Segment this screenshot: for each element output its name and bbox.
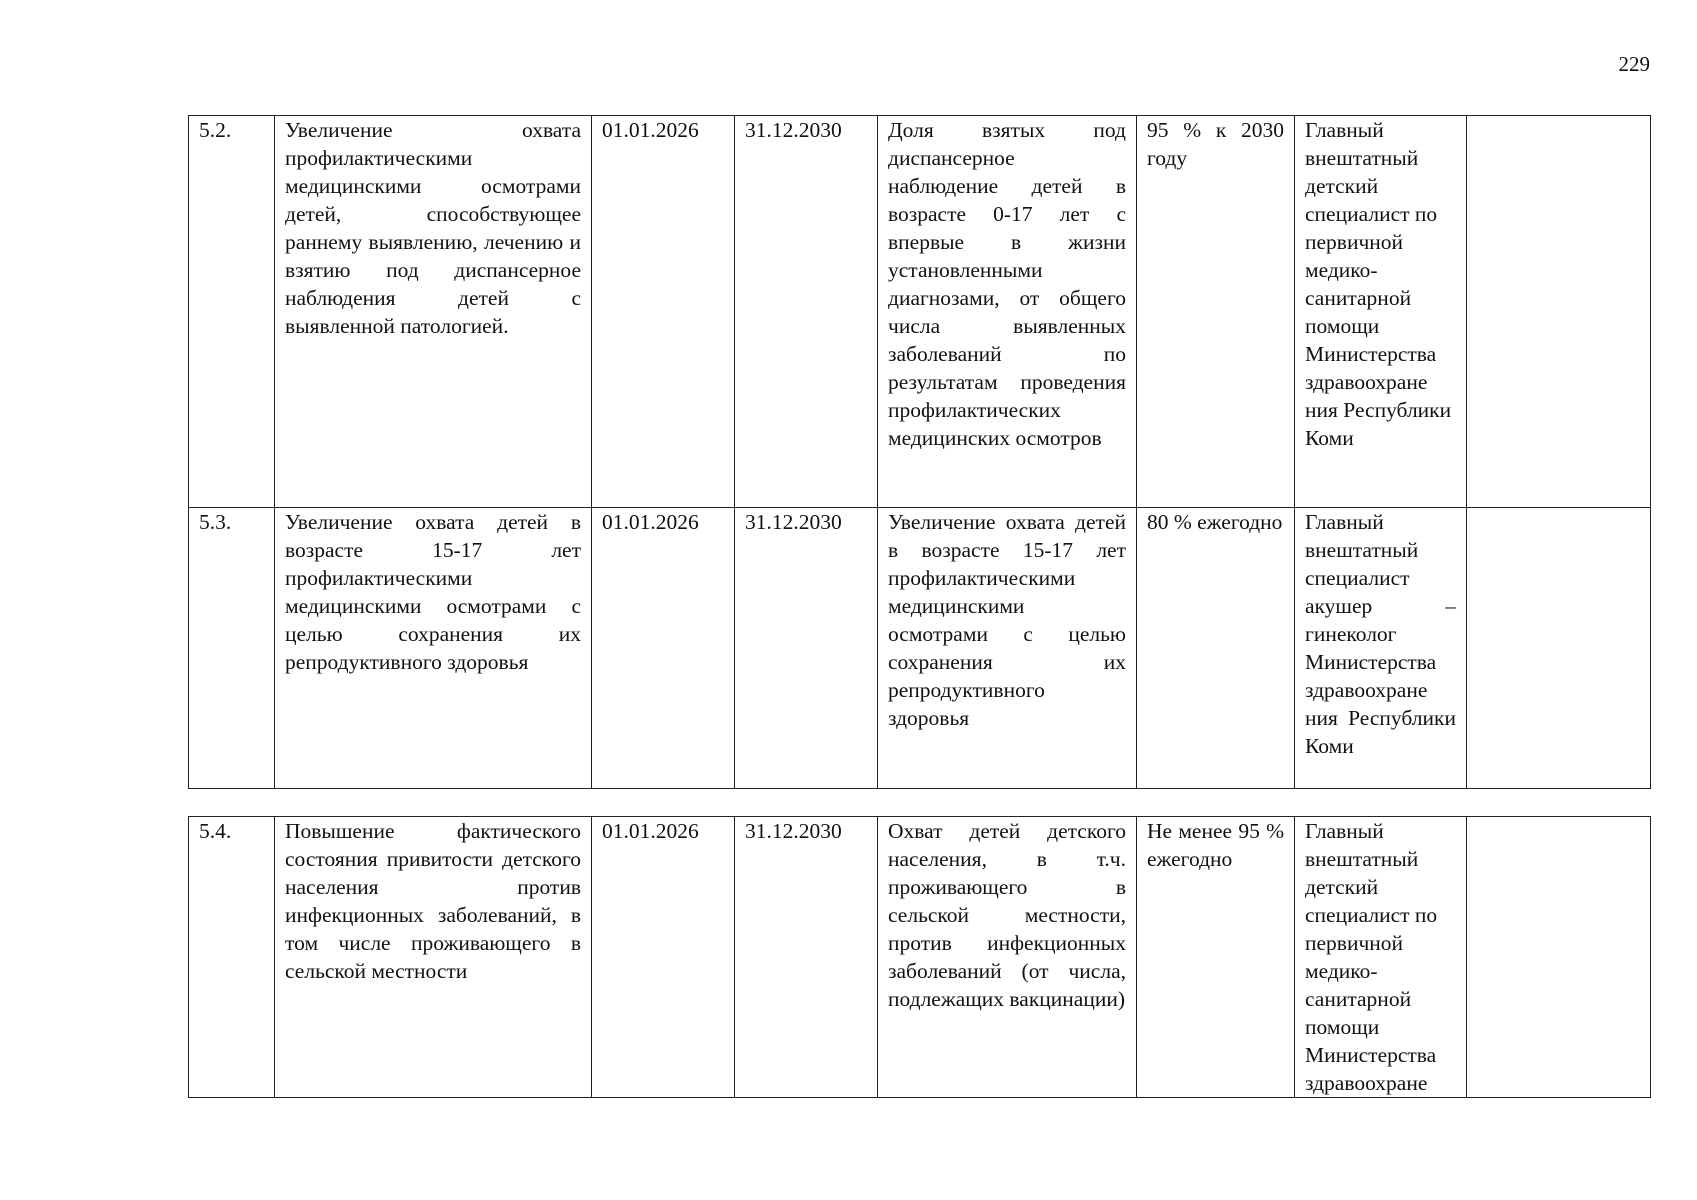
start-date: 01.01.2026 [592, 817, 735, 1098]
event-description: Увеличение охвата профилактическими медицинскими осмотрами детей, способствующее раннему выявлению, лечению и взятию под диспансерное наблюдения детей с выявленной патологией. [275, 116, 592, 508]
event-description: Увеличение охвата детей в возрасте 15-17 лет профилактическими медицинскими осмотрами с целью сохранения их репродуктивного здоровья [275, 508, 592, 789]
table-row [189, 817, 1651, 1098]
item-number: 5.3. [189, 508, 275, 789]
indicator: Увеличение охвата детей в возрасте 15-17 лет профилактическими медицинскими осмотрами с целью сохранения их репродуктивного здоровья [878, 508, 1137, 789]
responsible: Главный внештатный детский специалист по первичной медико-санитарной помощи Министерства здравоохране ния Республики Коми [1295, 116, 1467, 508]
page-number: 229 [1618, 52, 1650, 76]
note [1467, 508, 1651, 789]
note [1467, 817, 1651, 1098]
start-date: 01.01.2026 [592, 116, 735, 508]
start-date: 01.01.2026 [592, 508, 735, 789]
measures-table-1 [188, 115, 1651, 789]
responsible: Главный внештатный детский специалист по первичной медико-санитарной помощи Министерства здравоохране [1295, 817, 1467, 1098]
indicator: Доля взятых под диспансерное наблюдение детей в возрасте 0-17 лет с впервые в жизни установленными диагнозами, от общего числа выявленных заболеваний по результатам проведения профилактических медицинских осмотров [878, 116, 1137, 508]
event-description: Повышение фактического состояния привитости детского населения против инфекционных заболеваний, в том числе проживающего в сельской местности [275, 817, 592, 1098]
note [1467, 116, 1651, 508]
indicator: Охват детей детского населения, в т.ч. проживающего в сельской местности, против инфекционных заболеваний (от числа, подлежащих вакцинации) [878, 817, 1137, 1098]
end-date: 31.12.2030 [735, 817, 878, 1098]
end-date: 31.12.2030 [735, 116, 878, 508]
target-value: 80 % ежегодно [1137, 508, 1295, 789]
item-number: 5.2. [189, 116, 275, 508]
target-value: Не менее 95 % ежегодно [1137, 817, 1295, 1098]
end-date: 31.12.2030 [735, 508, 878, 789]
item-number: 5.4. [189, 817, 275, 1098]
table-row [189, 116, 1651, 508]
table-row [189, 508, 1651, 789]
responsible: Главный внештатный специалист акушер – гинеколог Министерства здравоохране ния Республики Коми [1295, 508, 1467, 789]
target-value: 95 % к 2030 году [1137, 116, 1295, 508]
measures-table-2 [188, 816, 1651, 1098]
